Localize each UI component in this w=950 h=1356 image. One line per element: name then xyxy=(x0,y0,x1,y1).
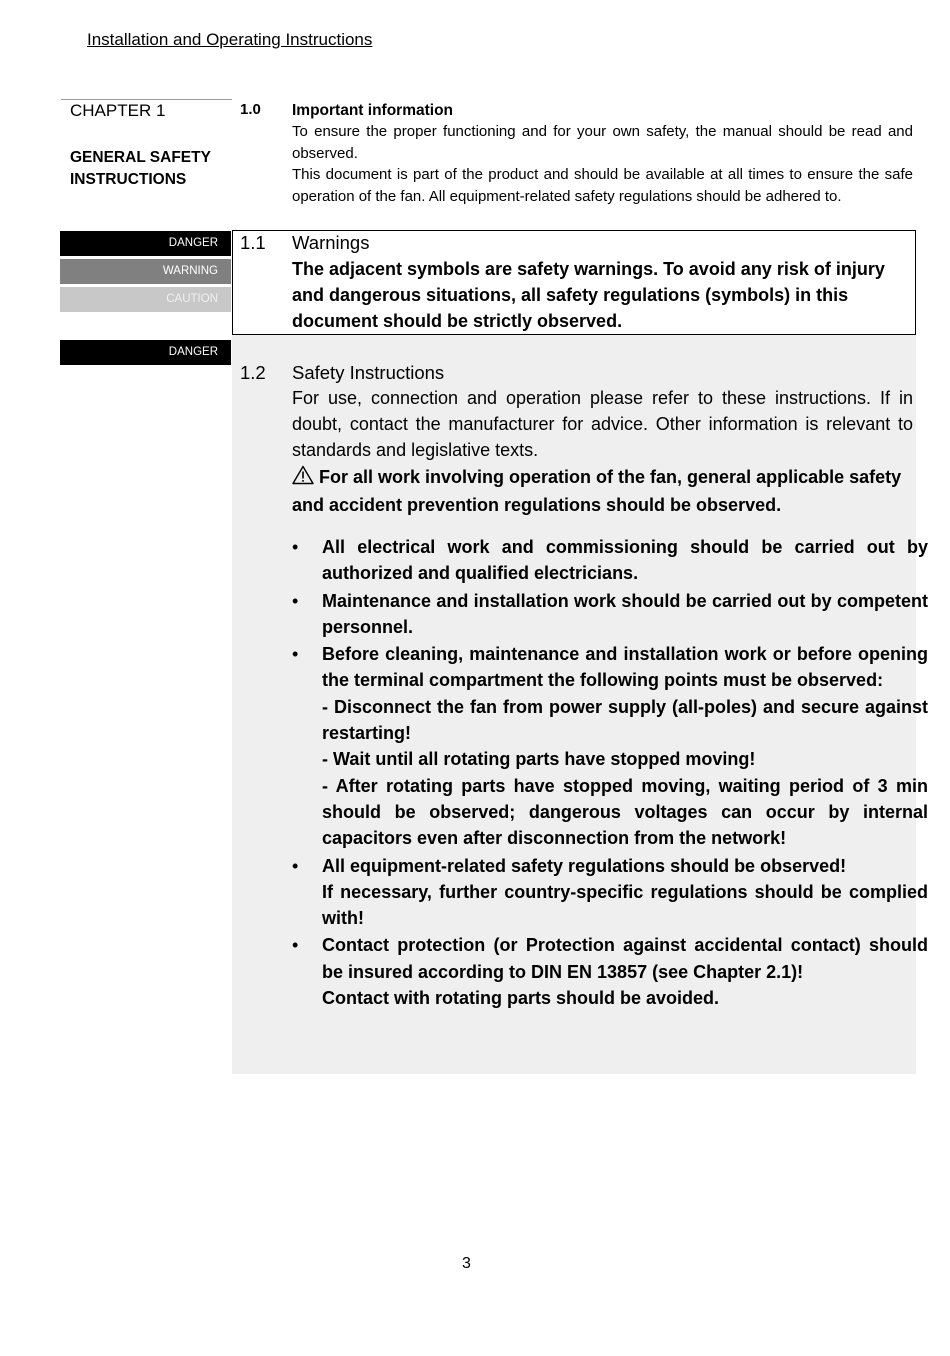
list-item-text: All electrical work and commissioning should be carried out by authorized and qualified electricians. xyxy=(322,537,928,584)
list-item-subtext: - Wait until all rotating parts have stopped moving! xyxy=(322,749,756,770)
chapter-label: CHAPTER 1 xyxy=(70,101,166,120)
list-item xyxy=(292,932,928,1011)
paragraph: This document is part of the product and should be available at all times to ensure the safe operation of the fan. All equipment-related safety regulations should be adhered to. xyxy=(292,166,913,205)
section-number: 1.0 xyxy=(240,101,261,118)
list-item-text: Maintenance and installation work should be carried out by competent personnel. xyxy=(322,590,928,637)
chapter-subtitle: GENERAL SAFETY INSTRUCTIONS xyxy=(70,149,211,188)
list-item-text: All equipment-related safety regulations should be observed! xyxy=(322,855,847,876)
list-item-text: Before cleaning, maintenance and installation work or before opening the terminal compartment the following points must be observed: xyxy=(322,644,928,691)
warning-triangle-icon xyxy=(292,465,314,492)
section-body xyxy=(292,121,913,207)
safety-warning xyxy=(292,464,913,518)
list-item-subtext: If necessary, further country-specific regulations should be complied with! xyxy=(322,881,928,929)
danger-tag-safety: DANGER xyxy=(60,340,231,365)
danger-tag: DANGER xyxy=(60,231,231,256)
list-item xyxy=(292,588,928,641)
list-item-subtext: - Disconnect the fan from power supply (all-poles) and secure against restarting! xyxy=(322,696,928,744)
section-number: 1.1 xyxy=(240,232,266,253)
page-number: 3 xyxy=(462,1255,471,1272)
list-item-text: Contact protection (or Protection against accidental contact) should be insured according to DIN EN 13857 (see Chapter 2.1)! xyxy=(322,935,928,982)
list-item-subtext: - After rotating parts have stopped moving, waiting period of 3 min should be observed; dangerous voltages can occur by internal capacitors even after disconnection from the network! xyxy=(322,775,928,849)
warning-tag: WARNING xyxy=(60,259,231,284)
safety-warning-text: For all work involving operation of the fan, general applicable safety and accident prevention regulations should be observed. xyxy=(292,467,902,515)
list-item-subtext: Contact with rotating parts should be avoided. xyxy=(322,988,720,1009)
sidebar-divider xyxy=(61,99,232,100)
bullet-icon: • xyxy=(292,935,299,956)
bullet-icon: • xyxy=(292,590,299,611)
bullet-icon: • xyxy=(292,537,299,557)
section-title: Safety Instructions xyxy=(292,362,445,383)
safety-bullet-list xyxy=(292,534,928,1012)
bullet-icon: • xyxy=(292,855,299,876)
document-header: Installation and Operating Instructions xyxy=(87,30,373,49)
warnings-text: The adjacent symbols are safety warnings. To avoid any risk of injury and dangerous situations, all safety regulations (symbols) in this document should be strictly observed. xyxy=(292,259,885,331)
list-item xyxy=(292,641,928,851)
list-item xyxy=(292,534,928,587)
section-body: For use, connection and operation please refer to these instructions. If in doubt, contact the manufacturer for advice. Other information is relevant to standards and legislative texts. xyxy=(292,388,913,460)
section-title: Important information xyxy=(292,102,454,119)
section-number: 1.2 xyxy=(240,362,266,383)
section-title: Warnings xyxy=(292,232,370,253)
bullet-icon: • xyxy=(292,644,299,665)
paragraph: To ensure the proper functioning and for your own safety, the manual should be read and observed. xyxy=(292,123,913,162)
caution-tag: CAUTION xyxy=(60,287,231,312)
list-item xyxy=(292,853,928,932)
